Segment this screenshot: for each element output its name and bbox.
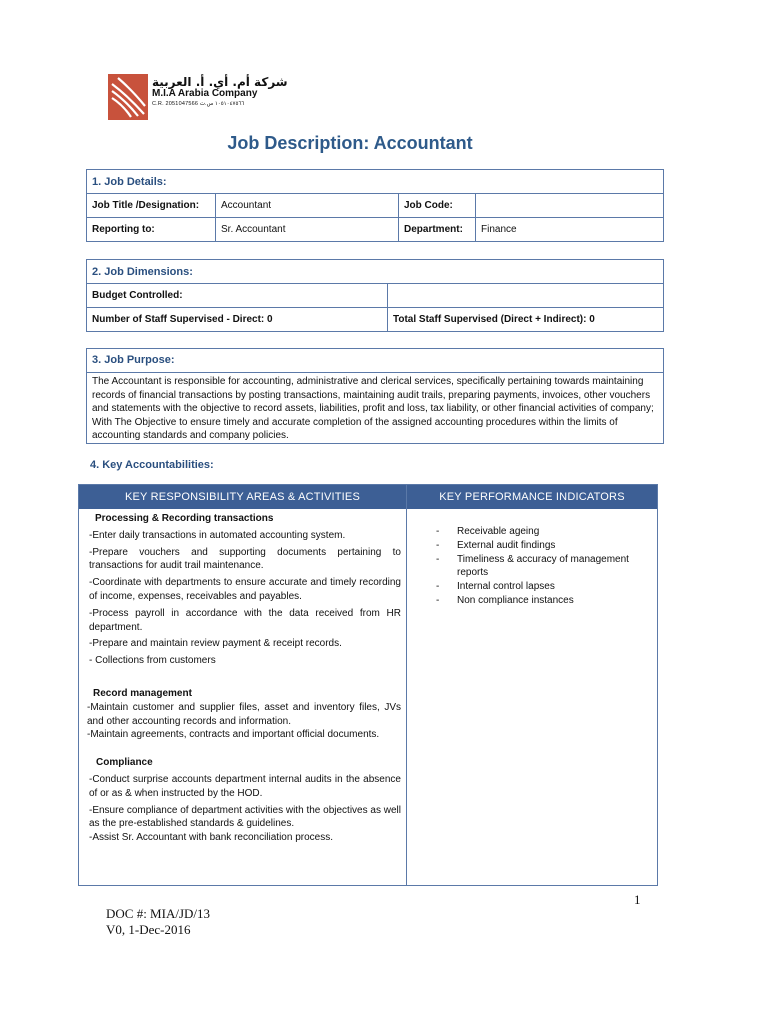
doc-version: V0, 1-Dec-2016 xyxy=(106,922,191,937)
processing-section-title: Processing & Recording transactions xyxy=(95,513,274,524)
key-accountabilities-table xyxy=(78,484,658,886)
job-dimensions-heading: 2. Job Dimensions: xyxy=(87,260,664,284)
kpi-item: - External audit findings xyxy=(436,539,656,553)
reporting-to-label: Reporting to: xyxy=(87,218,216,242)
list-item: -Prepare and maintain review payment & receipt records. xyxy=(89,638,342,650)
staff-direct-label: Number of Staff Supervised - Direct: 0 xyxy=(87,308,388,332)
job-purpose-box xyxy=(86,348,664,444)
kpi-item: - Internal control lapses xyxy=(436,580,656,594)
staff-total-label: Total Staff Supervised (Direct + Indirect): 0 xyxy=(388,308,664,332)
job-dimensions-table xyxy=(86,259,664,332)
company-name-english: M.I.A Arabia Company xyxy=(152,88,258,99)
job-title-label: Job Title /Designation: xyxy=(87,194,216,218)
job-details-table xyxy=(86,169,664,242)
job-title-value: Accountant xyxy=(216,194,399,218)
list-item: -Conduct surprise accounts department internal audits in the absence of or as & when instructed by the HOD. xyxy=(89,773,401,799)
column-divider xyxy=(406,485,407,885)
list-item: -Maintain agreements, contracts and important official documents. xyxy=(87,729,380,741)
job-purpose-heading: 3. Job Purpose: xyxy=(87,349,663,373)
kra-column-header: KEY RESPONSIBILITY AREAS & ACTIVITIES xyxy=(79,485,406,509)
page-number: 1 xyxy=(634,892,641,907)
doc-number: DOC #: MIA/JD/13 xyxy=(106,906,211,921)
company-logo-icon xyxy=(108,74,148,120)
job-code-label: Job Code: xyxy=(399,194,476,218)
company-name-arabic: شركة أم. أي. أ. العربية xyxy=(152,75,288,89)
job-purpose-text: The Accountant is responsible for accounting, administrative and clerical services, specifically pertaining towards maintaining records of financial transactions by posting transactions, maintaining audit trails, preparing payments, invoices, other vouchers and statements with the objective to record assets, liabilities, profit and loss, tax liability, or other financial activities of company; With The Objective to ensure timely and accurate completion of the assigned accounting procedures within the limits of accounting standards and company policies. xyxy=(92,376,654,442)
compliance-section-title: Compliance xyxy=(96,757,153,769)
kpi-item: - Receivable ageing xyxy=(436,525,656,539)
kpi-list xyxy=(436,525,656,608)
list-item: -Maintain customer and supplier files, asset and inventory files, JVs and other accounting records and information. xyxy=(87,701,401,727)
list-item: -Enter daily transactions in automated accounting system. xyxy=(89,529,346,541)
list-item: -Assist Sr. Accountant with bank reconciliation process. xyxy=(89,832,334,844)
company-cr-number: C.R. 2051047566 ١٠٥١٠٤٧٥٦٦ س.ت xyxy=(152,101,245,107)
list-item: -Prepare vouchers and supporting documents pertaining to transactions for audit trail maintenance. xyxy=(89,546,401,572)
department-label: Department: xyxy=(399,218,476,242)
job-details-heading: 1. Job Details: xyxy=(87,170,664,194)
key-accountabilities-heading: 4. Key Accountabilities: xyxy=(90,459,214,471)
list-item: -Process payroll in accordance with the data received from HR department. xyxy=(89,607,401,633)
document-footer xyxy=(106,906,210,938)
kpi-item: - Non compliance instances xyxy=(436,594,656,608)
budget-controlled-value xyxy=(388,284,664,308)
kpi-item: - Timeliness & accuracy of management reports xyxy=(436,553,656,581)
record-section-title: Record management xyxy=(93,687,192,699)
department-value: Finance xyxy=(476,218,664,242)
list-item: -Coordinate with departments to ensure accurate and timely recording of income, expenses, receivables and payables. xyxy=(89,577,401,602)
kpi-column-header: KEY PERFORMANCE INDICATORS xyxy=(407,485,657,509)
company-name-block xyxy=(152,77,288,110)
kra-content xyxy=(89,512,401,845)
job-code-value xyxy=(476,194,664,218)
list-item: -Ensure compliance of department activities with the objectives as well as the pre-established standards & guidelines. xyxy=(89,804,401,830)
page-title: Job Description: Accountant xyxy=(227,133,473,153)
reporting-to-value: Sr. Accountant xyxy=(216,218,399,242)
list-item: - Collections from customers xyxy=(89,655,216,667)
budget-controlled-label: Budget Controlled: xyxy=(87,284,388,308)
